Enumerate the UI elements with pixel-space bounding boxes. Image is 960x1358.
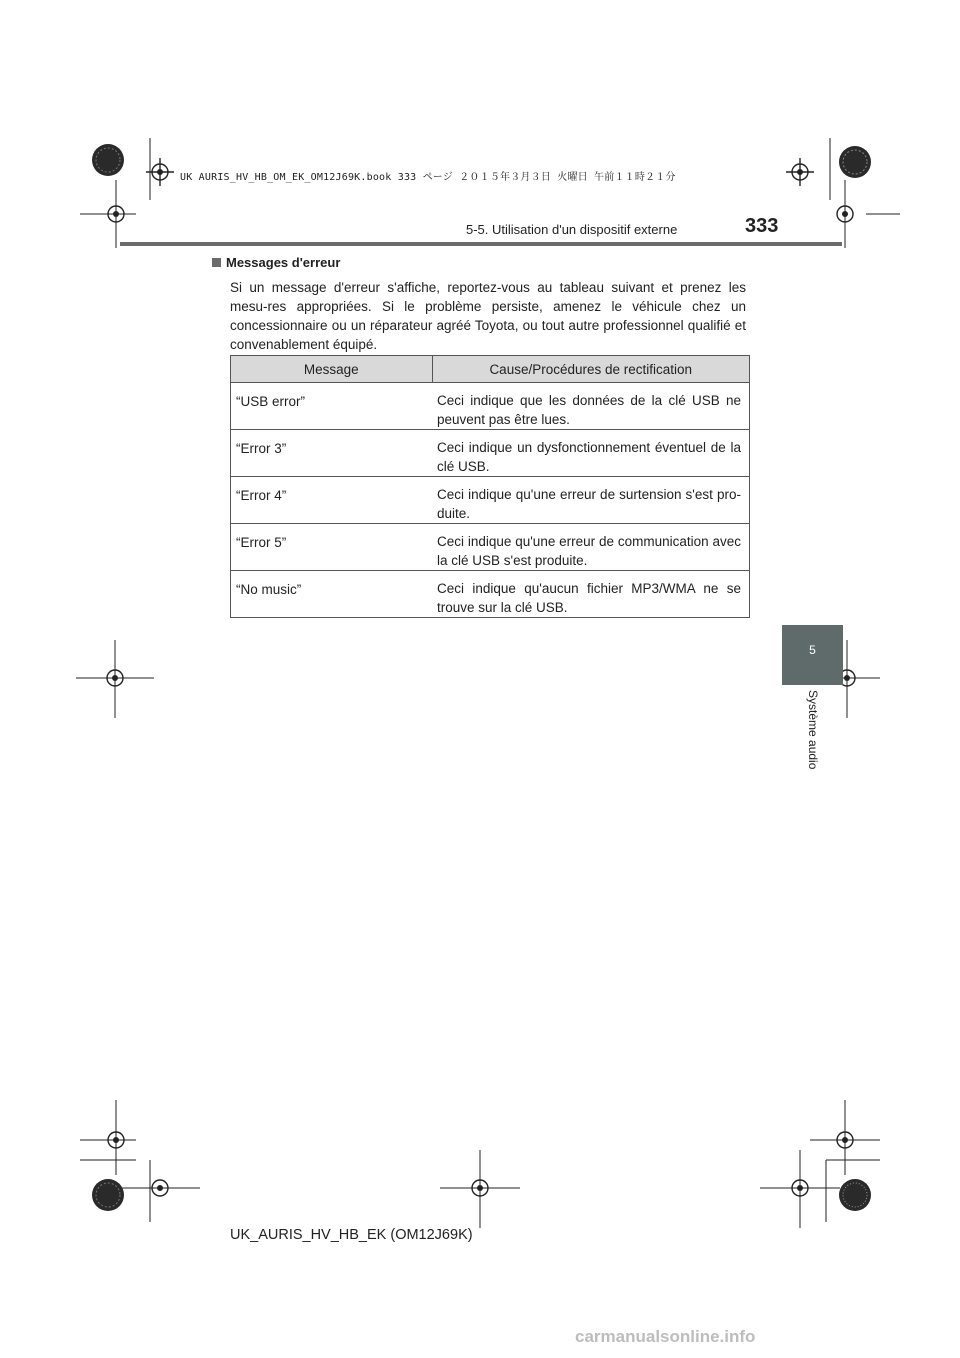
table-row: [231, 524, 750, 571]
book-file-line: UK AURIS_HV_HB_OM_EK_OM12J69K.book 333 ページ ２０１５年３月３日 火曜日 午前１１時２１分: [180, 172, 676, 183]
section-title: 5-5. Utilisation d'un dispositif externe: [466, 222, 678, 237]
cause-cell: Ceci indique que les données de la clé USB ne peuvent pas être lues.: [432, 383, 750, 430]
message-cell: “Error 3”: [231, 430, 433, 477]
subheading-text: Messages d'erreur: [226, 255, 341, 270]
document-id: UK_AURIS_HV_HB_EK (OM12J69K): [230, 1227, 473, 1243]
cause-cell: Ceci indique qu'une erreur de communication avec la clé USB s'est produite.: [432, 524, 750, 571]
cause-cell: Ceci indique qu'aucun fichier MP3/WMA ne se trouve sur la clé USB.: [432, 571, 750, 618]
error-messages-table: [230, 355, 750, 618]
chapter-number: 5: [809, 643, 816, 657]
page-number: 333: [745, 215, 779, 237]
chapter-label: Système audio: [806, 690, 820, 770]
intro-paragraph: Si un message d'erreur s'affiche, reportez-vous au tableau suivant et prenez les mesu-res appropriées. Si le problème persiste, amenez le véhicule chez un concessionnaire ou un réparateur agréé Toyota, ou tout autre professionnel qualifié et convenablement équipé.: [230, 280, 746, 352]
table-row: [231, 430, 750, 477]
message-cell: “Error 4”: [231, 477, 433, 524]
cause-cell: Ceci indique qu'une erreur de surtension s'est pro-duite.: [432, 477, 750, 524]
table-row: [231, 571, 750, 618]
column-header-message: Message: [231, 356, 433, 383]
message-cell: “No music”: [231, 571, 433, 618]
chapter-tab: [782, 625, 843, 685]
subheading: [212, 255, 340, 270]
message-cell: “USB error”: [231, 383, 433, 430]
table-header-row: [231, 356, 750, 383]
watermark[interactable]: carmanualsonline.info: [575, 1327, 756, 1346]
message-cell: “Error 5”: [231, 524, 433, 571]
table-row: [231, 477, 750, 524]
table-row: [231, 383, 750, 430]
square-bullet-icon: [212, 258, 221, 267]
header-rule: [120, 242, 842, 246]
column-header-cause: Cause/Procédures de rectification: [432, 356, 750, 383]
cause-cell: Ceci indique un dysfonctionnement éventuel de la clé USB.: [432, 430, 750, 477]
